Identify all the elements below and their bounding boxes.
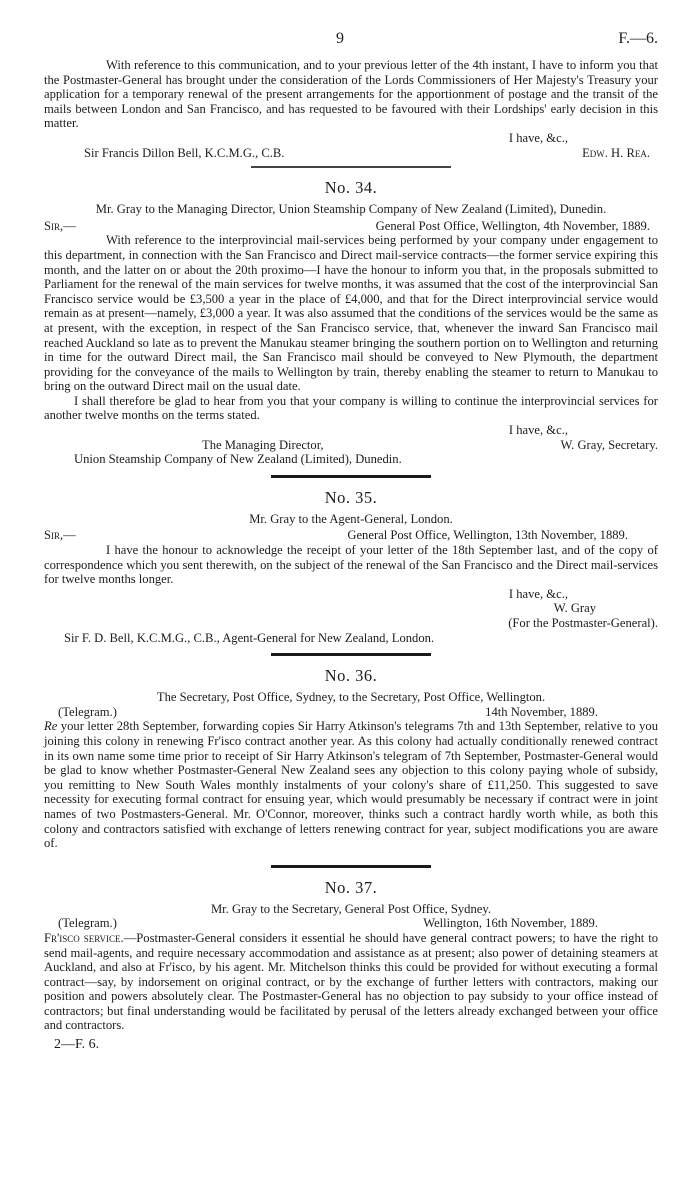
letter-36 bbox=[44, 666, 658, 851]
letter-paragraph: With reference to the interprovincial mail-services being performed by your company under engagement to this department, in connection with the San Francisco and Direct mail-service contracts—the former service expiring this month, and the latter on or about the 20th proximo—I have the honour to inform you that, in the proposals submitted to Parliament for the renewal of the main services for twelve months, it was assumed that the cost of the interprovincial San Francisco service would be £3,500 a year in the place of £4,000, and that for the Direct interprovincial service would remain as at present—namely, £3,000 a year. It was also assumed that the conditions of the services would be the same as at present, with the exception, in respect of the San Francisco service, that, whenever the inward San Francisco mail reached Auckland so late as to prevent the Manukau steamer bringing the southern portion on to Wellington and returning in time for the outward Direct mail, the San Francisco mail should be conveyed to New Plymouth, the department providing for the conveyance of the mails to Wellington by train, thereby enabling the steamer to return to Manukau to bring on the outward Direct mail on the usual date. bbox=[44, 233, 658, 394]
signatory: W. Gray bbox=[553, 601, 596, 616]
letter-34 bbox=[44, 178, 658, 467]
telegram-date: 14th November, 1889. bbox=[485, 704, 598, 719]
letter-paragraph: I shall therefore be glad to hear from you that your company is willing to continue the interprovincial services for another twelve months on the terms stated. bbox=[44, 393, 658, 423]
letter-35 bbox=[44, 488, 658, 645]
divider bbox=[271, 865, 431, 868]
telegram-label: (Telegram.) bbox=[58, 704, 117, 719]
telegram-body: your letter 28th September, forwarding copies Sir Harry Atkinson's telegrams 7th and 13th September, relative to you joining this colony in renewing Fr'isco contract another year. As this colony had actually conditionally renewed contract in its own name some time prior to receipt of Sir Harry Atkinson's telegram of 7th September, Postmaster-General would be glad to know whether Postmaster-General New Zealand sees any objection to this colony paying whole of subsidy, you remitting to New South Wales monthly instalments of your colony's share of £11,250. This suggested to save necessity for executing formal contract for ensuing year, which would presumably be necessary if contract were in joint names of two Postmasters-General. Mr. O'Connor, moreover, thinks such a contract hardly worth while, as both this colony and contractors satisfied with exchange of letters renewing contract for year, subject modifications you are aware of. bbox=[44, 719, 658, 851]
letter-heading: Mr. Gray to the Agent-General, London. bbox=[249, 511, 453, 526]
letter-heading: Mr. Gray to the Secretary, General Post Office, Sydney. bbox=[210, 901, 491, 916]
divider bbox=[271, 653, 431, 656]
divider bbox=[271, 475, 431, 478]
closing: I have, &c., bbox=[508, 586, 568, 601]
closing: I have, &c., bbox=[508, 423, 568, 438]
letter-paragraph: I have the honour to acknowledge the receipt of your letter of the 18th September last, and of the copy of correspondence which you sent therewith, on the subject of the renewal of the San Francisco and the Direct mail-services for twelve months longer. bbox=[44, 543, 658, 587]
addressee: Sir F. D. Bell, K.C.M.G., C.B., Agent-General for New Zealand, London. bbox=[64, 630, 435, 645]
intro-closing: I have, &c., bbox=[508, 130, 568, 145]
letter-number: No. 34. bbox=[324, 178, 378, 198]
document-reference: F.—6. bbox=[618, 30, 658, 47]
addressee-line: Union Steamship Company of New Zealand (Limited), Dunedin. bbox=[74, 452, 402, 467]
intro-addressee: Sir Francis Dillon Bell, K.C.M.G., C.B. bbox=[84, 145, 285, 160]
intro-letter bbox=[44, 58, 658, 160]
intro-paragraph: With reference to this communication, and to your previous letter of the 4th instant, I have to inform you that the Postmaster-General has brought under the consideration of the Lords Commissioners of Her Majesty's Treasury your application for a temporary renewal of the present arrangements for the apportionment of postage and the transit of the mails between London and San Francisco, and has requested to be favoured with their Lordships' early decision in this matter. bbox=[44, 58, 658, 131]
divider bbox=[251, 166, 451, 168]
re-marker: Re bbox=[44, 719, 58, 734]
salutation: Sir,— bbox=[44, 528, 76, 543]
page-header bbox=[44, 0, 658, 58]
letter-number: No. 37. bbox=[324, 877, 378, 897]
place-date: General Post Office, Wellington, 4th November, 1889. bbox=[375, 218, 650, 233]
salutation: Sir,— bbox=[44, 218, 76, 233]
addressee: The Managing Director, bbox=[202, 437, 324, 452]
intro-signatory: Edw. H. Rea. bbox=[582, 145, 650, 160]
letter-heading: Mr. Gray to the Managing Director, Union Steamship Company of New Zealand (Limited), Dunedin. bbox=[95, 202, 607, 217]
letter-number: No. 35. bbox=[324, 487, 378, 507]
letter-heading: The Secretary, Post Office, Sydney, to the Secretary, Post Office, Wellington. bbox=[156, 690, 546, 705]
telegram-label: (Telegram.) bbox=[58, 916, 117, 931]
signatory-note: (For the Postmaster-General). bbox=[508, 616, 658, 630]
page-number: 9 bbox=[336, 30, 344, 47]
document-page bbox=[44, 0, 658, 1202]
telegram-body: —Postmaster-General considers it essential he should have general contract powers; to have the right to send mail-agents, and require necessary accommodation and assistance as at present; also power of detaining steamers at Auckland, and also at Fr'isco, by his agent. Mr. Mitchelson thinks this could be provided for without executing a formal contract—say, by indorsement on original contract, or by the exchange of further letters with contractors, making our position and powers absolutely clear. The Postmaster-General has no objection to pay subsidy to your office instead of contractors; but final understanding would be facilitated by perusal of the letters already exchanged between your office and contractors. bbox=[44, 930, 658, 1033]
telegram-date: Wellington, 16th November, 1889. bbox=[423, 916, 598, 931]
signature-mark: 2—F. 6. bbox=[54, 1037, 100, 1053]
place-date: General Post Office, Wellington, 13th November, 1889. bbox=[347, 528, 628, 543]
signatory: W. Gray, Secretary. bbox=[560, 437, 658, 452]
telegram-lead: Fr'isco service. bbox=[44, 930, 124, 945]
letter-37 bbox=[44, 878, 658, 1033]
letter-number: No. 36. bbox=[324, 666, 378, 686]
